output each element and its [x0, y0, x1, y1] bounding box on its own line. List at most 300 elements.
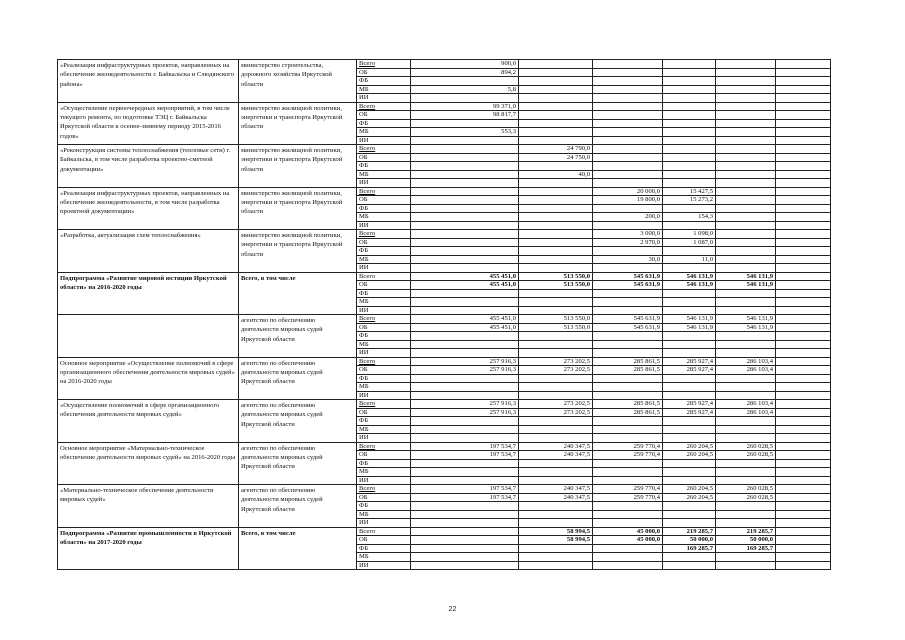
- amount-cell: [593, 221, 663, 230]
- funding-source-cell: Всего: [357, 527, 411, 536]
- amount-cell: [716, 247, 776, 256]
- amount-cell: [411, 383, 519, 392]
- amount-cell: [411, 332, 519, 341]
- amount-cell: [519, 434, 593, 443]
- amount-cell: [776, 179, 831, 188]
- funding-source-cell: ИИ: [357, 264, 411, 273]
- amount-cell: [593, 553, 663, 562]
- amount-cell: [776, 85, 831, 94]
- amount-cell: [776, 485, 831, 494]
- amount-cell: [663, 60, 716, 69]
- amount-cell: 273 202,5: [519, 366, 593, 375]
- amount-cell: [593, 128, 663, 137]
- amount-cell: 24 790,0: [519, 145, 593, 154]
- amount-cell: [663, 119, 716, 128]
- amount-cell: 260 028,5: [716, 485, 776, 494]
- amount-cell: [519, 561, 593, 570]
- amount-cell: [519, 332, 593, 341]
- amount-cell: 1 087,0: [663, 238, 716, 247]
- amount-cell: [593, 204, 663, 213]
- amount-cell: [663, 298, 716, 307]
- amount-cell: [411, 553, 519, 562]
- amount-cell: [776, 238, 831, 247]
- funding-source-cell: Всего: [357, 230, 411, 239]
- amount-cell: [593, 476, 663, 485]
- amount-cell: [593, 170, 663, 179]
- amount-cell: [716, 306, 776, 315]
- amount-cell: [716, 162, 776, 171]
- amount-cell: [776, 349, 831, 358]
- amount-cell: [519, 162, 593, 171]
- amount-cell: [716, 391, 776, 400]
- amount-cell: 154,3: [663, 213, 716, 222]
- amount-cell: [411, 519, 519, 528]
- amount-cell: [776, 230, 831, 239]
- amount-cell: 273 202,5: [519, 357, 593, 366]
- amount-cell: [519, 391, 593, 400]
- funding-source-cell: ИИ: [357, 476, 411, 485]
- amount-cell: 259 770,4: [593, 485, 663, 494]
- amount-cell: 99 371,0: [411, 102, 519, 111]
- funding-source-cell: ИИ: [357, 179, 411, 188]
- table-row: [58, 230, 831, 239]
- amount-cell: [593, 519, 663, 528]
- amount-cell: [776, 221, 831, 230]
- funding-source-cell: МБ: [357, 170, 411, 179]
- amount-cell: 286 103,4: [716, 366, 776, 375]
- amount-cell: [716, 459, 776, 468]
- amount-cell: 219 285,7: [663, 527, 716, 536]
- amount-cell: [519, 553, 593, 562]
- table-row: [58, 60, 831, 69]
- activity-name-cell: Основное мероприятие «Осуществление полномочий в сфере организационного обеспечения деятельности мировых судей» на 2016-2020 годы: [58, 357, 239, 400]
- funding-source-cell: МБ: [357, 213, 411, 222]
- amount-cell: [411, 544, 519, 553]
- amount-cell: [663, 170, 716, 179]
- funding-source-cell: ФБ: [357, 247, 411, 256]
- amount-cell: 24 750,0: [519, 153, 593, 162]
- funding-source-cell: МБ: [357, 128, 411, 137]
- amount-cell: 286 103,4: [716, 400, 776, 409]
- amount-cell: [716, 476, 776, 485]
- amount-cell: [411, 187, 519, 196]
- amount-cell: [776, 187, 831, 196]
- amount-cell: [663, 349, 716, 358]
- funding-source-cell: ОБ: [357, 451, 411, 460]
- amount-cell: 455 451,0: [411, 323, 519, 332]
- amount-cell: [663, 85, 716, 94]
- amount-cell: [776, 451, 831, 460]
- amount-cell: [776, 536, 831, 545]
- amount-cell: [593, 425, 663, 434]
- executor-cell: Всего, в том числе: [239, 527, 357, 570]
- amount-cell: [716, 238, 776, 247]
- amount-cell: [411, 77, 519, 86]
- amount-cell: [776, 170, 831, 179]
- amount-cell: [411, 561, 519, 570]
- amount-cell: 197 534,7: [411, 442, 519, 451]
- funding-source-cell: Всего: [357, 400, 411, 409]
- funding-source-cell: ИИ: [357, 221, 411, 230]
- amount-cell: [716, 68, 776, 77]
- funding-source-cell: ИИ: [357, 391, 411, 400]
- amount-cell: [593, 179, 663, 188]
- activity-name-cell: Подпрограмма «Развитие промышленности в Иркутской области» на 2017-2020 годы: [58, 527, 239, 570]
- executor-cell: агентство по обеспечению деятельности мировых судей Иркутской области: [239, 400, 357, 443]
- amount-cell: [663, 340, 716, 349]
- amount-cell: [776, 298, 831, 307]
- amount-cell: [716, 136, 776, 145]
- amount-cell: [776, 204, 831, 213]
- amount-cell: [411, 527, 519, 536]
- amount-cell: 273 202,5: [519, 400, 593, 409]
- funding-source-cell: Всего: [357, 315, 411, 324]
- amount-cell: 3 000,0: [593, 230, 663, 239]
- activity-name-cell: «Осуществление полномочий в сфере организационного обеспечения деятельности мировых судей»: [58, 400, 239, 443]
- amount-cell: [411, 417, 519, 426]
- amount-cell: [519, 230, 593, 239]
- amount-cell: [776, 459, 831, 468]
- amount-cell: [411, 306, 519, 315]
- amount-cell: 98 817,7: [411, 111, 519, 120]
- amount-cell: [593, 119, 663, 128]
- amount-cell: [776, 255, 831, 264]
- funding-source-cell: ИИ: [357, 519, 411, 528]
- amount-cell: 553,3: [411, 128, 519, 137]
- amount-cell: 900,0: [411, 60, 519, 69]
- funding-source-cell: ОБ: [357, 408, 411, 417]
- funding-source-cell: МБ: [357, 298, 411, 307]
- amount-cell: 546 131,9: [663, 272, 716, 281]
- amount-cell: [519, 60, 593, 69]
- amount-cell: 285 861,5: [593, 408, 663, 417]
- amount-cell: [663, 179, 716, 188]
- funding-source-cell: МБ: [357, 553, 411, 562]
- amount-cell: [776, 145, 831, 154]
- amount-cell: [411, 264, 519, 273]
- amount-cell: [663, 434, 716, 443]
- amount-cell: [776, 162, 831, 171]
- amount-cell: [593, 502, 663, 511]
- amount-cell: [519, 510, 593, 519]
- amount-cell: [716, 119, 776, 128]
- amount-cell: [776, 502, 831, 511]
- amount-cell: 240 347,5: [519, 493, 593, 502]
- amount-cell: 257 916,3: [411, 408, 519, 417]
- activity-name-cell: «Разработка, актуализация схем теплоснабжения»: [58, 230, 239, 273]
- amount-cell: [776, 68, 831, 77]
- funding-source-cell: ОБ: [357, 366, 411, 375]
- amount-cell: [411, 196, 519, 205]
- amount-cell: 545 631,9: [593, 281, 663, 290]
- amount-cell: [411, 179, 519, 188]
- activity-name-cell: Подпрограмма «Развитие мировой юстиции Иркутской области» на 2016-2020 годы: [58, 272, 239, 315]
- executor-cell: агентство по обеспечению деятельности мировых судей Иркутской области: [239, 315, 357, 358]
- amount-cell: [411, 153, 519, 162]
- amount-cell: [663, 136, 716, 145]
- amount-cell: [411, 391, 519, 400]
- amount-cell: [519, 187, 593, 196]
- amount-cell: [411, 204, 519, 213]
- amount-cell: [593, 332, 663, 341]
- amount-cell: [776, 544, 831, 553]
- amount-cell: [519, 247, 593, 256]
- amount-cell: [776, 383, 831, 392]
- funding-source-cell: Всего: [357, 102, 411, 111]
- amount-cell: [663, 510, 716, 519]
- amount-cell: 259 770,4: [593, 493, 663, 502]
- amount-cell: [519, 374, 593, 383]
- amount-cell: [519, 238, 593, 247]
- amount-cell: [519, 119, 593, 128]
- amount-cell: [593, 391, 663, 400]
- amount-cell: 219 285,7: [716, 527, 776, 536]
- amount-cell: [411, 374, 519, 383]
- budget-table-sheet: [57, 59, 830, 570]
- amount-cell: [776, 128, 831, 137]
- amount-cell: [663, 459, 716, 468]
- amount-cell: 260 204,5: [663, 485, 716, 494]
- amount-cell: [776, 102, 831, 111]
- amount-cell: [663, 561, 716, 570]
- funding-source-cell: ИИ: [357, 561, 411, 570]
- amount-cell: [593, 145, 663, 154]
- amount-cell: [716, 230, 776, 239]
- amount-cell: [593, 561, 663, 570]
- amount-cell: [716, 264, 776, 273]
- funding-source-cell: МБ: [357, 85, 411, 94]
- amount-cell: 285 927,4: [663, 357, 716, 366]
- amount-cell: 45 000,0: [593, 527, 663, 536]
- funding-source-cell: ОБ: [357, 323, 411, 332]
- amount-cell: 260 028,5: [716, 493, 776, 502]
- amount-cell: 285 861,5: [593, 357, 663, 366]
- amount-cell: [519, 213, 593, 222]
- funding-source-cell: ОБ: [357, 153, 411, 162]
- amount-cell: 546 131,9: [716, 315, 776, 324]
- amount-cell: [776, 561, 831, 570]
- funding-source-cell: Всего: [357, 187, 411, 196]
- table-row: [58, 527, 831, 536]
- funding-source-cell: МБ: [357, 510, 411, 519]
- funding-source-cell: МБ: [357, 383, 411, 392]
- table-row: [58, 102, 831, 111]
- amount-cell: 545 631,9: [593, 315, 663, 324]
- amount-cell: [593, 247, 663, 256]
- amount-cell: [716, 204, 776, 213]
- amount-cell: [776, 77, 831, 86]
- amount-cell: [411, 425, 519, 434]
- executor-cell: министерство жилищной политики, энергетики и транспорта Иркутской области: [239, 145, 357, 188]
- amount-cell: [593, 306, 663, 315]
- amount-cell: [593, 153, 663, 162]
- table-row: [58, 145, 831, 154]
- amount-cell: 285 861,5: [593, 366, 663, 375]
- amount-cell: 257 916,3: [411, 357, 519, 366]
- amount-cell: [411, 255, 519, 264]
- amount-cell: [776, 400, 831, 409]
- amount-cell: [716, 374, 776, 383]
- amount-cell: [716, 468, 776, 477]
- amount-cell: [716, 145, 776, 154]
- amount-cell: [716, 383, 776, 392]
- amount-cell: [519, 136, 593, 145]
- amount-cell: [716, 510, 776, 519]
- table-row: [58, 357, 831, 366]
- amount-cell: 197 534,7: [411, 485, 519, 494]
- executor-cell: Всего, в том числе: [239, 272, 357, 315]
- amount-cell: [519, 111, 593, 120]
- amount-cell: 546 131,9: [663, 281, 716, 290]
- amount-cell: 513 550,0: [519, 272, 593, 281]
- funding-source-cell: ИИ: [357, 434, 411, 443]
- table-row: [58, 272, 831, 281]
- amount-cell: [593, 94, 663, 103]
- funding-source-cell: ИИ: [357, 306, 411, 315]
- funding-source-cell: Всего: [357, 145, 411, 154]
- amount-cell: [776, 468, 831, 477]
- amount-cell: [716, 102, 776, 111]
- funding-source-cell: ИИ: [357, 349, 411, 358]
- table-row: [58, 442, 831, 451]
- amount-cell: [593, 68, 663, 77]
- amount-cell: [663, 204, 716, 213]
- amount-cell: [716, 94, 776, 103]
- amount-cell: [663, 417, 716, 426]
- amount-cell: 513 550,0: [519, 323, 593, 332]
- amount-cell: 197 534,7: [411, 493, 519, 502]
- activity-name-cell: [58, 315, 239, 358]
- amount-cell: [519, 417, 593, 426]
- amount-cell: [519, 68, 593, 77]
- amount-cell: 50 000,0: [663, 536, 716, 545]
- amount-cell: [776, 111, 831, 120]
- amount-cell: [776, 196, 831, 205]
- amount-cell: [411, 289, 519, 298]
- executor-cell: министерство жилищной политики, энергетики и транспорта Иркутской области: [239, 187, 357, 230]
- amount-cell: [519, 77, 593, 86]
- amount-cell: [663, 153, 716, 162]
- amount-cell: [519, 383, 593, 392]
- amount-cell: 15 273,2: [663, 196, 716, 205]
- amount-cell: 546 131,9: [663, 323, 716, 332]
- amount-cell: [593, 383, 663, 392]
- amount-cell: [411, 162, 519, 171]
- amount-cell: 58 994,5: [519, 527, 593, 536]
- amount-cell: [663, 391, 716, 400]
- amount-cell: [519, 544, 593, 553]
- amount-cell: [776, 519, 831, 528]
- amount-cell: 240 347,5: [519, 451, 593, 460]
- amount-cell: [716, 340, 776, 349]
- amount-cell: [519, 519, 593, 528]
- amount-cell: [593, 77, 663, 86]
- amount-cell: [663, 111, 716, 120]
- funding-source-cell: ФБ: [357, 374, 411, 383]
- amount-cell: 169 285,7: [663, 544, 716, 553]
- amount-cell: [776, 417, 831, 426]
- amount-cell: 285 927,4: [663, 408, 716, 417]
- amount-cell: [519, 306, 593, 315]
- amount-cell: [519, 289, 593, 298]
- amount-cell: [716, 77, 776, 86]
- amount-cell: 50 000,0: [716, 536, 776, 545]
- amount-cell: [776, 323, 831, 332]
- amount-cell: [519, 298, 593, 307]
- funding-source-cell: ФБ: [357, 119, 411, 128]
- amount-cell: 546 131,9: [663, 315, 716, 324]
- amount-cell: [776, 391, 831, 400]
- amount-cell: 260 028,5: [716, 451, 776, 460]
- executor-cell: агентство по обеспечению деятельности мировых судей Иркутской области: [239, 442, 357, 485]
- amount-cell: 19 800,0: [593, 196, 663, 205]
- amount-cell: [519, 255, 593, 264]
- amount-cell: [593, 60, 663, 69]
- amount-cell: [716, 170, 776, 179]
- amount-cell: [411, 434, 519, 443]
- amount-cell: [519, 204, 593, 213]
- amount-cell: 30,0: [593, 255, 663, 264]
- amount-cell: [776, 136, 831, 145]
- amount-cell: [519, 476, 593, 485]
- amount-cell: [593, 102, 663, 111]
- funding-source-cell: МБ: [357, 425, 411, 434]
- funding-source-cell: МБ: [357, 340, 411, 349]
- amount-cell: 285 927,4: [663, 400, 716, 409]
- amount-cell: [716, 519, 776, 528]
- amount-cell: [716, 60, 776, 69]
- amount-cell: [663, 332, 716, 341]
- amount-cell: [411, 510, 519, 519]
- amount-cell: 11,0: [663, 255, 716, 264]
- amount-cell: [716, 221, 776, 230]
- amount-cell: [716, 179, 776, 188]
- amount-cell: [593, 349, 663, 358]
- amount-cell: [776, 425, 831, 434]
- amount-cell: [663, 77, 716, 86]
- executor-cell: министерство строительства, дорожного хозяйства Иркутской области: [239, 60, 357, 103]
- amount-cell: 513 550,0: [519, 281, 593, 290]
- funding-source-cell: ФБ: [357, 459, 411, 468]
- amount-cell: 285 927,4: [663, 366, 716, 375]
- amount-cell: [519, 502, 593, 511]
- amount-cell: [776, 94, 831, 103]
- amount-cell: 1 098,0: [663, 230, 716, 239]
- amount-cell: [663, 247, 716, 256]
- amount-cell: [776, 510, 831, 519]
- funding-source-cell: Всего: [357, 357, 411, 366]
- amount-cell: [519, 94, 593, 103]
- amount-cell: [716, 502, 776, 511]
- funding-source-cell: Всего: [357, 442, 411, 451]
- amount-cell: [716, 213, 776, 222]
- amount-cell: 545 631,9: [593, 323, 663, 332]
- amount-cell: [716, 85, 776, 94]
- amount-cell: [776, 493, 831, 502]
- amount-cell: [663, 221, 716, 230]
- amount-cell: [593, 468, 663, 477]
- amount-cell: 273 202,5: [519, 408, 593, 417]
- amount-cell: [663, 306, 716, 315]
- amount-cell: 58 994,5: [519, 536, 593, 545]
- amount-cell: [519, 179, 593, 188]
- executor-cell: министерство жилищной политики, энергетики и транспорта Иркутской области: [239, 102, 357, 145]
- amount-cell: [716, 111, 776, 120]
- activity-name-cell: «Реконструкция системы теплоснабжения (тепловые сети) г. Байкальска, в том числе разработка проектно-сметной документации»: [58, 145, 239, 188]
- funding-source-cell: ФБ: [357, 502, 411, 511]
- amount-cell: 260 204,5: [663, 493, 716, 502]
- amount-cell: [776, 442, 831, 451]
